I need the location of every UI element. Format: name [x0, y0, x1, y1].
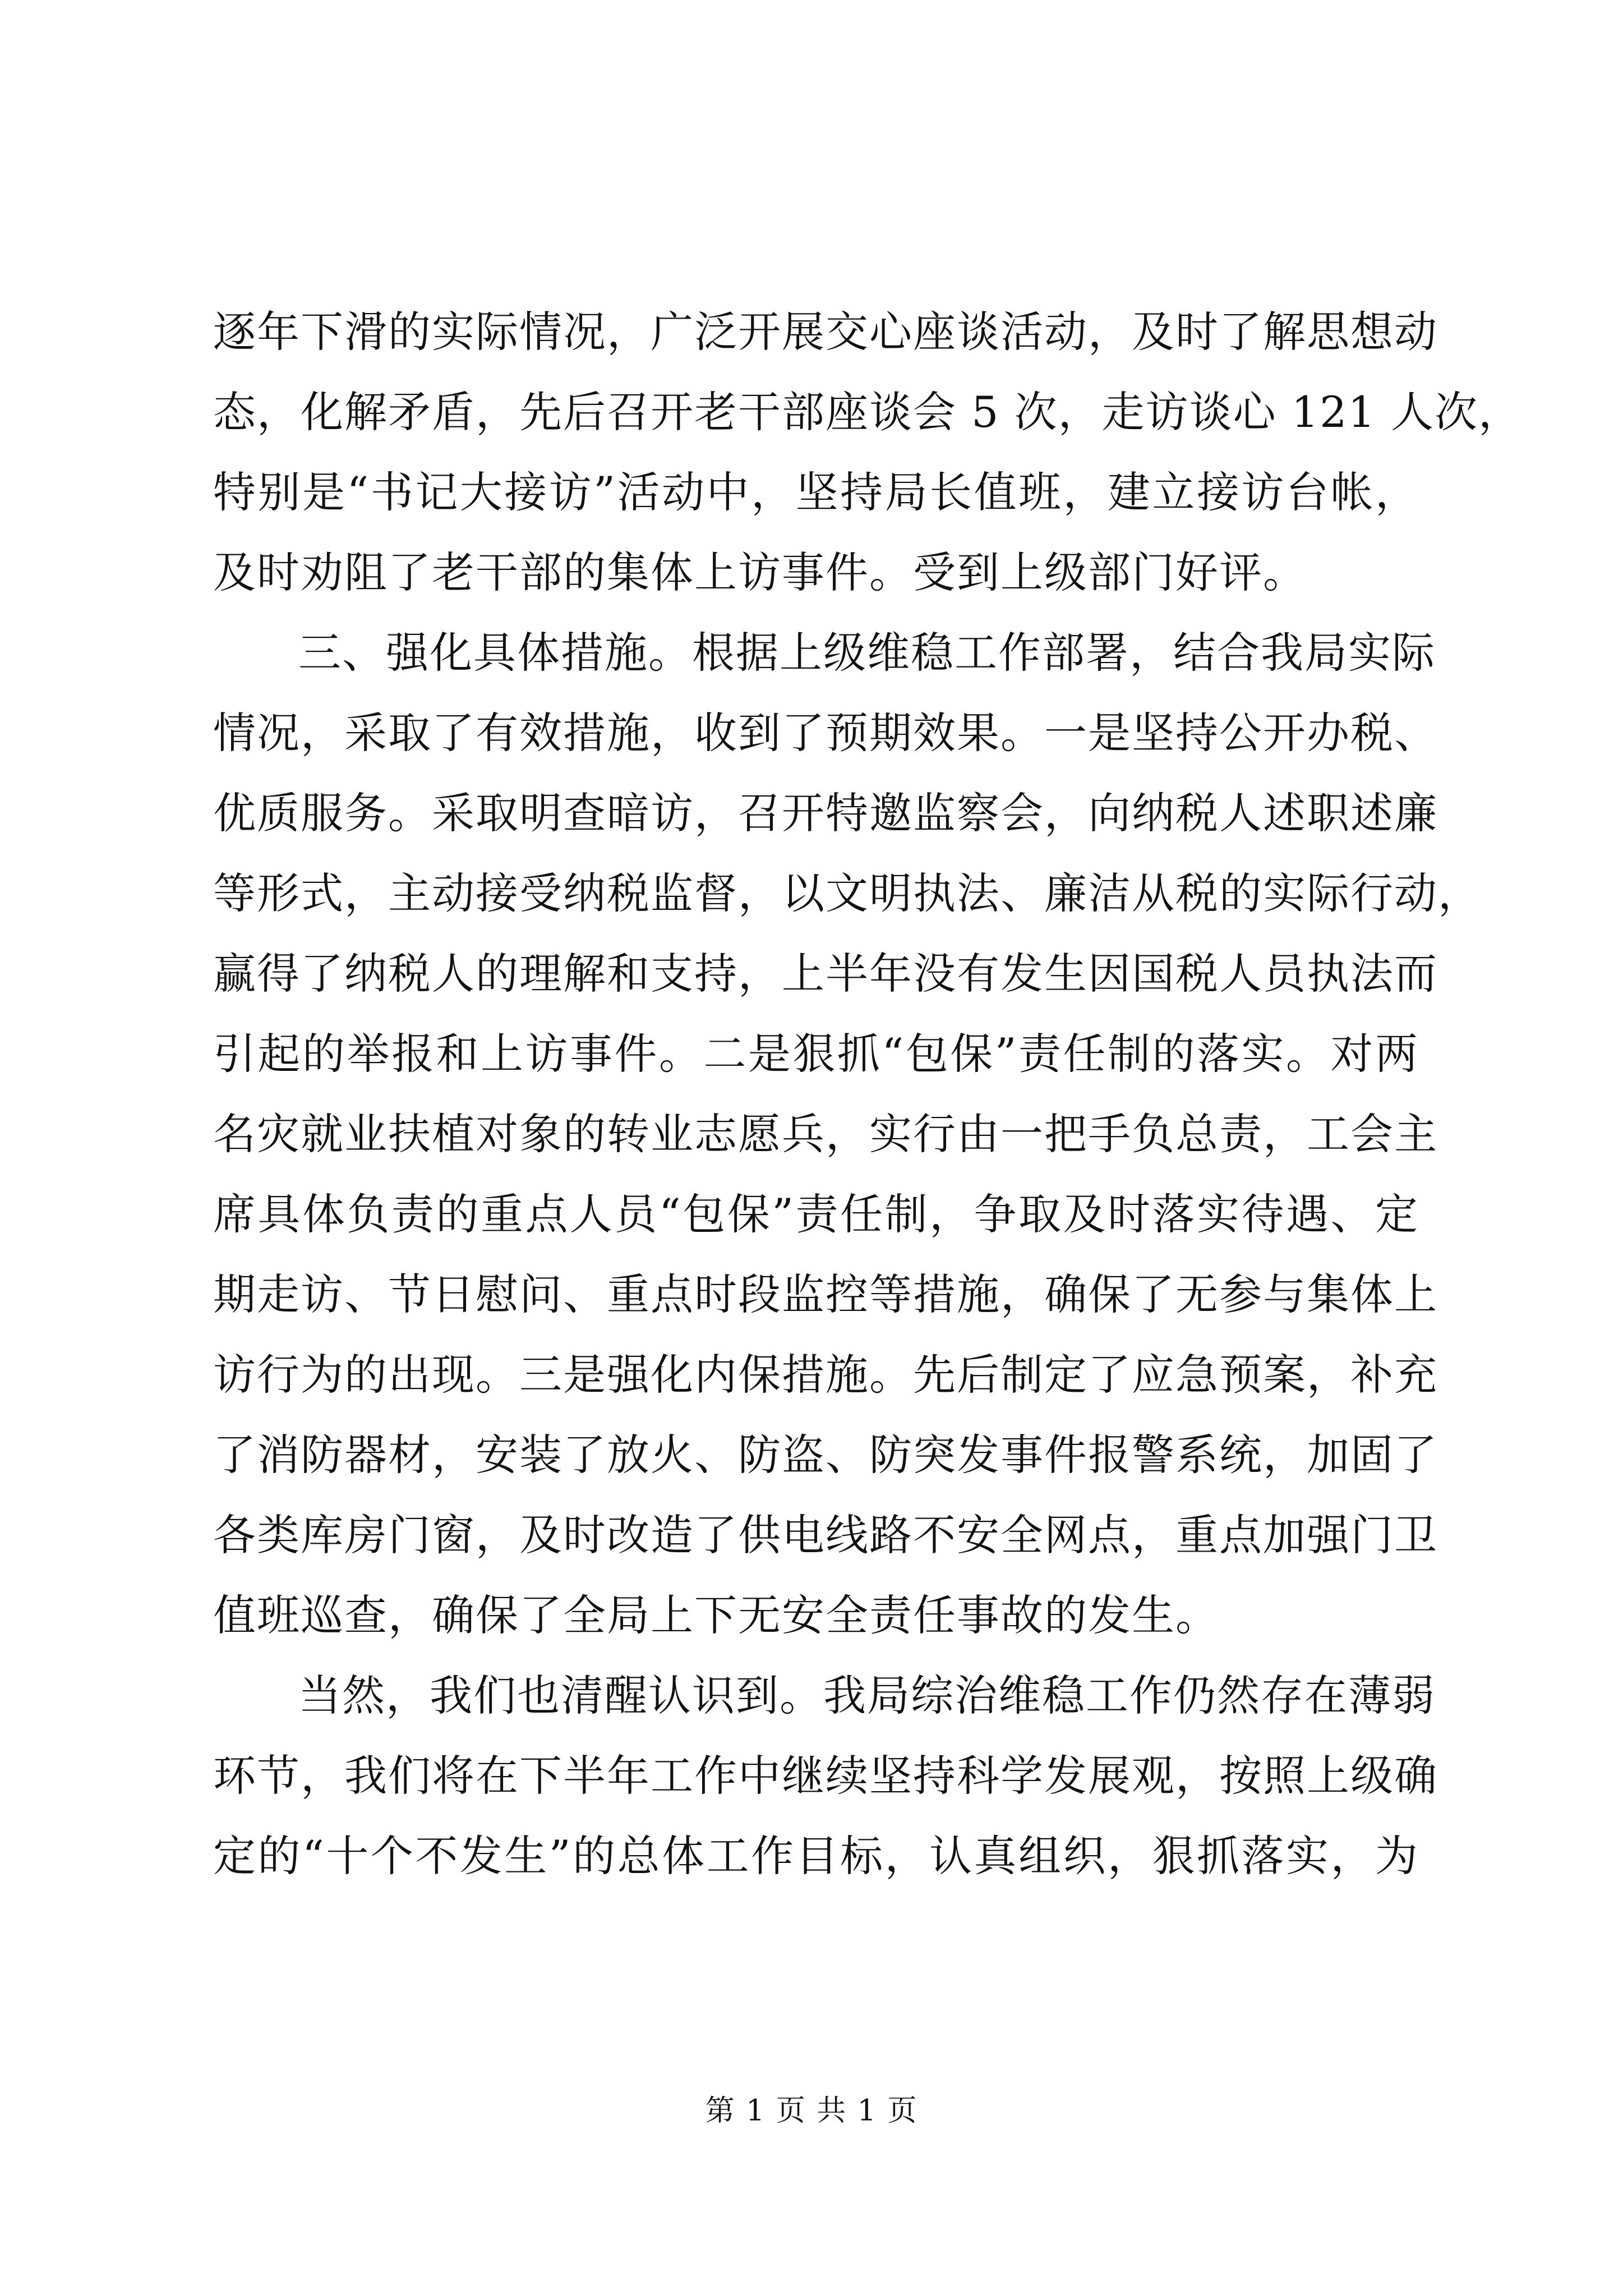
paragraph-3	[213, 1655, 1438, 1896]
text-line: 访行为的出现。三是强化内保措施。先后制定了应急预案，补充	[213, 1350, 1438, 1400]
text-line: 特别是“书记大接访”活动中，坚持局长值班，建立接访台帐，	[213, 467, 1419, 517]
text-line: 环节，我们将在下半年工作中继续坚持科学发展观，按照上级确	[213, 1751, 1438, 1801]
text-line: 当然，我们也清醒认识到。我局综治维稳工作仍然存在薄弱	[298, 1671, 1436, 1720]
text-line: 及时劝阻了老干部的集体上访事件。受到上级部门好评。	[213, 547, 1307, 597]
page-number-label: 第 1 页 共 1 页	[705, 2094, 918, 2128]
paragraph-2	[213, 613, 1482, 1655]
page-footer	[0, 2091, 1623, 2131]
text-line: 引起的举报和上访事件。二是狠抓“包保”责任制的落实。对两	[213, 1029, 1419, 1079]
text-line: 定的“十个不发生”的总体工作目标，认真组织，狠抓落实，为	[213, 1831, 1419, 1881]
text-line: 态，化解矛盾，先后召开老干部座谈会 5 次，走访谈心 121 人次，	[213, 387, 1523, 437]
text-line: 期走访、节日慰问、重点时段监控等措施，确保了无参与集体上	[213, 1269, 1438, 1319]
text-line: 了消防器材，安装了放火、防盗、防突发事件报警系统，加固了	[213, 1430, 1438, 1480]
text-line: 优质服务。采取明查暗访，召开特邀监察会，向纳税人述职述廉	[213, 788, 1438, 838]
text-line: 情况，采取了有效措施，收到了预期效果。一是坚持公开办税、	[213, 708, 1438, 758]
text-line: 赢得了纳税人的理解和支持，上半年没有发生因国税人员执法而	[213, 949, 1438, 999]
text-line: 逐年下滑的实际情况，广泛开展交心座谈活动，及时了解思想动	[213, 307, 1438, 357]
text-line: 等形式，主动接受纳税监督，以文明执法、廉洁从税的实际行动，	[213, 868, 1482, 918]
text-line: 名灾就业扶植对象的转业志愿兵，实行由一把手负总责，工会主	[213, 1109, 1438, 1159]
paragraph-1	[213, 292, 1523, 613]
document-body	[213, 292, 1523, 1896]
text-line: 值班巡查，确保了全局上下无安全责任事故的发生。	[213, 1590, 1219, 1640]
text-line: 席具体负责的重点人员“包保”责任制，争取及时落实待遇、定	[213, 1189, 1419, 1239]
text-line: 三、强化具体措施。根据上级维稳工作部署，结合我局实际	[298, 628, 1436, 678]
text-line: 各类库房门窗，及时改造了供电线路不安全网点，重点加强门卫	[213, 1510, 1438, 1560]
